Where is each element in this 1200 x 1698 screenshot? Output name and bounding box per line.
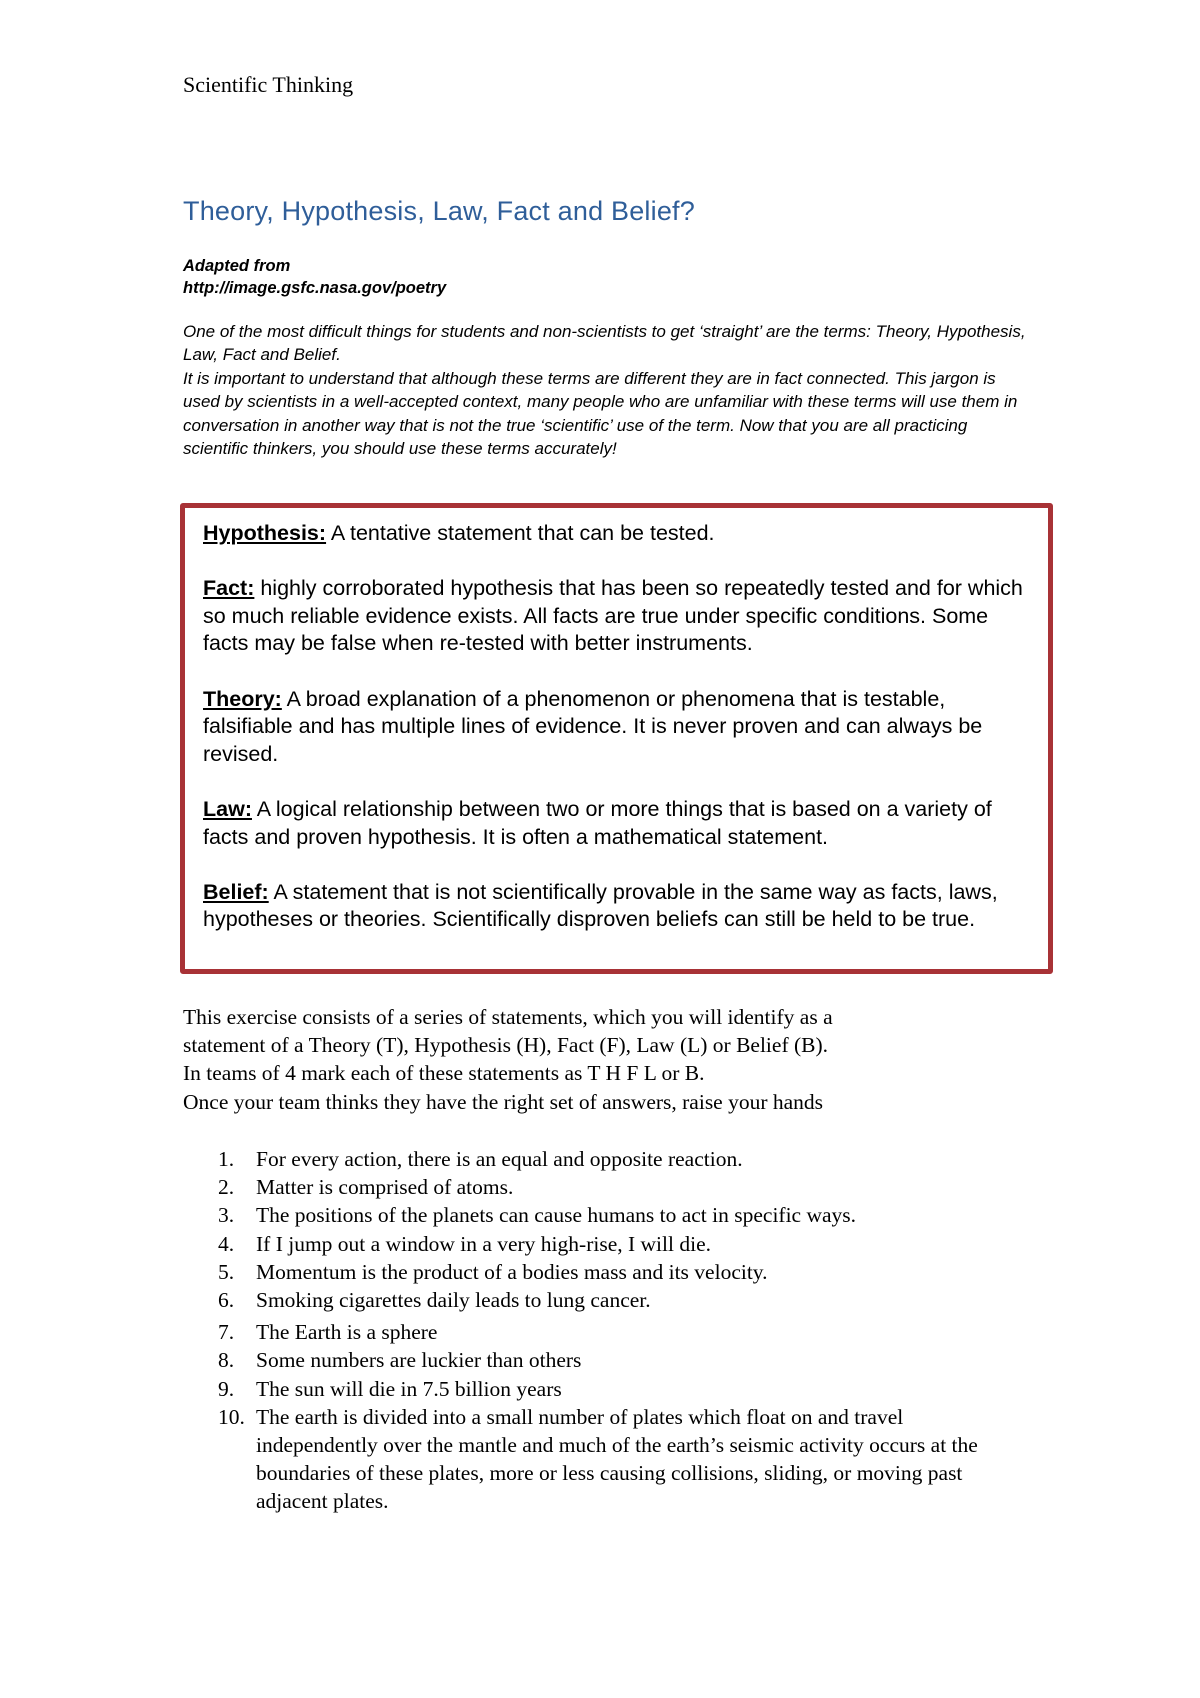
list-item-number: 5. bbox=[218, 1259, 235, 1284]
list-item-text: If I jump out a window in a very high-rise, I will die. bbox=[256, 1231, 711, 1256]
list-item-text: The earth is divided into a small number of plates which float on and travel independently over the mantle and much of the earth’s seismic activity occurs at the boundaries of these plates, more or less causing collisions, sliding, or moving past adjacent plates. bbox=[256, 1404, 978, 1514]
definition-text: A logical relationship between two or more things that is based on a variety of facts and proven hypothesis. It is often a mathematical statement. bbox=[203, 796, 992, 849]
list-item-text: The sun will die in 7.5 billion years bbox=[256, 1376, 562, 1401]
list-item-text: Smoking cigarettes daily leads to lung cancer. bbox=[256, 1288, 651, 1313]
list-item bbox=[183, 1286, 1003, 1314]
definition-text: A statement that is not scientifically provable in the same way as facts, laws, hypotheses or theories. Scientifically disproven beliefs can still be held to be true. bbox=[203, 879, 998, 932]
exercise-line: Once your team thinks they have the right set of answers, raise your hands bbox=[183, 1089, 824, 1114]
exercise-line: In teams of 4 mark each of these statements as T H F L or B. bbox=[183, 1061, 705, 1086]
list-item-text: The Earth is a sphere bbox=[256, 1320, 438, 1345]
list-item bbox=[183, 1403, 1003, 1516]
source-label: Adapted from bbox=[183, 257, 291, 275]
list-item-number: 3. bbox=[218, 1203, 235, 1228]
list-item-number: 1. bbox=[218, 1147, 235, 1171]
list-item-text: Matter is comprised of atoms. bbox=[256, 1175, 514, 1200]
list-item bbox=[183, 1318, 1003, 1346]
intro-text bbox=[183, 320, 1033, 460]
exercise-instructions bbox=[183, 1003, 1083, 1116]
intro-paragraph-1: One of the most difficult things for students and non-scientists to get ‘straight’ are the terms: Theory, Hypothesis, Law, Fact and Belief. bbox=[183, 322, 1026, 365]
definition-term: Belief: bbox=[203, 879, 269, 904]
list-item-number: 6. bbox=[218, 1288, 235, 1313]
exercise-line: statement of a Theory (T), Hypothesis (H), Fact (F), Law (L) or Belief (B). bbox=[183, 1033, 829, 1058]
page-title: Theory, Hypothesis, Law, Fact and Belief? bbox=[183, 196, 695, 226]
statement-list bbox=[183, 1145, 1003, 1516]
list-item bbox=[183, 1145, 1003, 1173]
list-item-text: Some numbers are luckier than others bbox=[256, 1348, 582, 1373]
definition-text: highly corroborated hypothesis that has been so repeatedly tested and for which so much reliable evidence exists. All facts are true under specific conditions. Some facts may be false when re-tested with better instruments. bbox=[203, 576, 1023, 656]
running-header: Scientific Thinking bbox=[183, 72, 354, 97]
list-item bbox=[183, 1201, 1003, 1229]
definition-text: A tentative statement that can be tested. bbox=[326, 521, 715, 545]
list-item bbox=[183, 1230, 1003, 1258]
list-item bbox=[183, 1258, 1003, 1286]
list-item bbox=[183, 1173, 1003, 1201]
definition-hypothesis bbox=[203, 520, 1034, 548]
list-item-number: 2. bbox=[218, 1175, 235, 1200]
definitions-box bbox=[180, 503, 1053, 974]
source-citation bbox=[183, 255, 446, 299]
list-item-number: 9. bbox=[218, 1376, 235, 1401]
definition-term: Law: bbox=[203, 796, 252, 821]
definition-term: Theory: bbox=[203, 686, 282, 711]
definition-term: Hypothesis: bbox=[203, 521, 327, 545]
source-url: http://image.gsfc.nasa.gov/poetry bbox=[183, 279, 447, 297]
list-item-number: 7. bbox=[218, 1320, 235, 1345]
definition-belief bbox=[203, 879, 1034, 934]
definition-fact bbox=[203, 575, 1034, 658]
definition-text: A broad explanation of a phenomenon or phenomena that is testable, falsifiable and has multiple lines of evidence. It is never proven and can always be revised. bbox=[203, 686, 983, 766]
definition-term: Fact: bbox=[203, 576, 255, 601]
exercise-line: This exercise consists of a series of statements, which you will identify as a bbox=[183, 1005, 833, 1029]
definition-theory bbox=[203, 686, 1034, 769]
list-item-text: Momentum is the product of a bodies mass and its velocity. bbox=[256, 1259, 768, 1284]
list-item bbox=[183, 1346, 1003, 1374]
list-item-number: 4. bbox=[218, 1231, 235, 1256]
list-item-number: 8. bbox=[218, 1348, 235, 1373]
definition-law bbox=[203, 796, 1034, 851]
list-item-text: The positions of the planets can cause humans to act in specific ways. bbox=[256, 1203, 857, 1228]
list-item-text: For every action, there is an equal and opposite reaction. bbox=[256, 1147, 743, 1171]
list-item bbox=[183, 1375, 1003, 1403]
intro-paragraph-2: It is important to understand that although these terms are different they are in fact connected. This jargon is used by scientists in a well-accepted context, many people who are unfamiliar with these terms will use them in conversation in another way that is not the true ‘scientific’ use of the term. Now that you are all practicing scientific thinkers, you should use these terms accurately! bbox=[183, 368, 1018, 459]
list-item-number: 10. bbox=[218, 1404, 245, 1429]
